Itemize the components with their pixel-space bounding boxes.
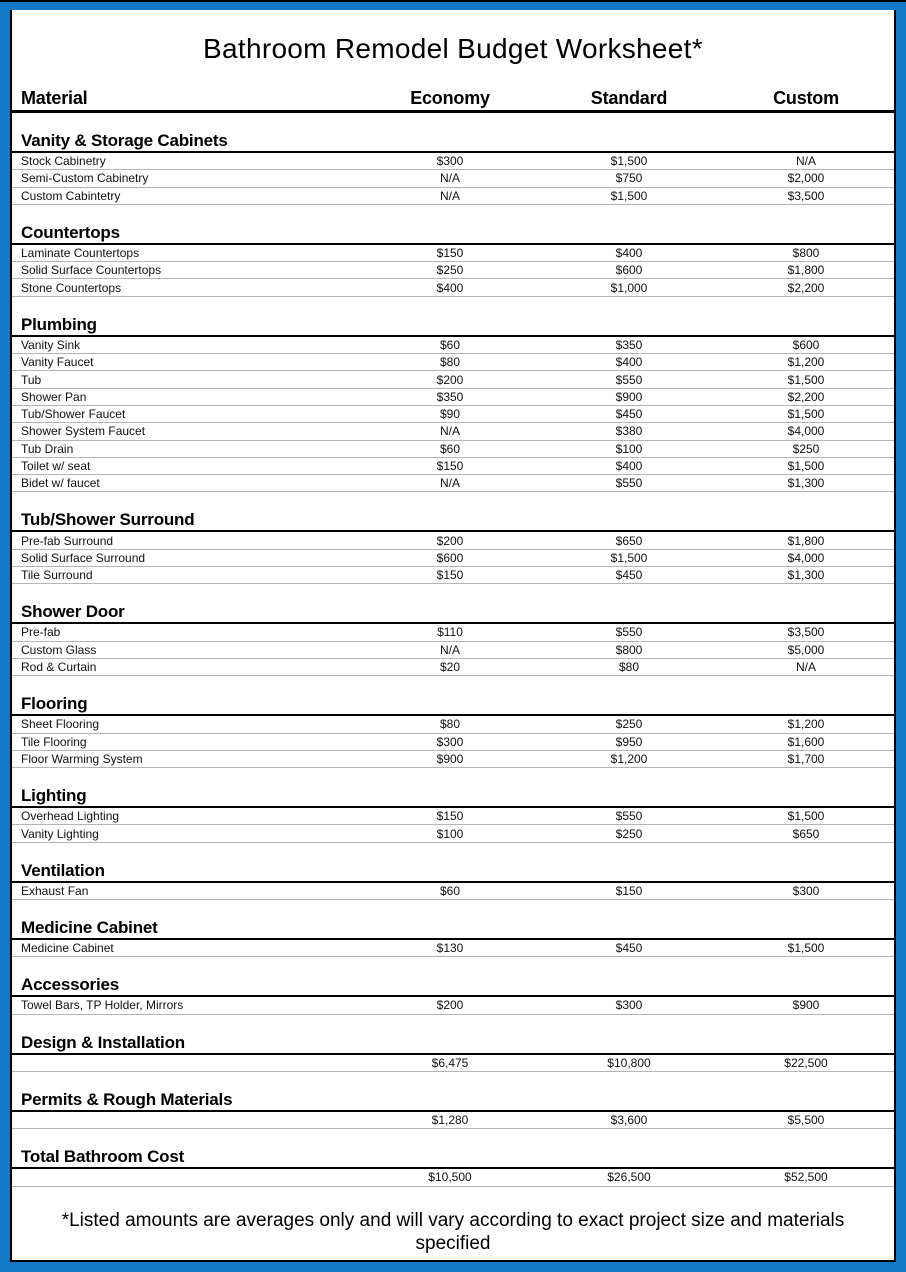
row-label: Stock Cabinetry: [21, 154, 106, 169]
row-label: Custom Glass: [21, 642, 97, 657]
section-accessories: [12, 975, 894, 1014]
table-row: [12, 940, 894, 957]
cell-standard: $550: [615, 809, 643, 824]
column-header-material: Material: [21, 88, 88, 108]
cell-standard: $750: [615, 171, 643, 186]
row-label: Tile Flooring: [21, 734, 87, 749]
table-row: [12, 567, 894, 584]
table-row: [12, 279, 894, 296]
row-label: Vanity Lighting: [21, 826, 99, 841]
row-label: Bidet w/ faucet: [21, 476, 100, 491]
cell-custom: $1,800: [787, 263, 825, 278]
cell-economy: $100: [436, 826, 464, 841]
cell-custom: $1,500: [787, 941, 825, 956]
cell-standard: $400: [615, 355, 643, 370]
cell-economy: $10,500: [428, 1170, 472, 1185]
cell-economy: $300: [436, 734, 464, 749]
table-row: [12, 262, 894, 279]
table-row: [12, 475, 894, 492]
cell-custom: $650: [792, 826, 820, 841]
cell-standard: $3,600: [610, 1113, 648, 1128]
row-label: Shower Pan: [21, 389, 87, 404]
cell-custom: $600: [792, 337, 820, 352]
section-countertops: [12, 223, 894, 297]
section-title: Shower Door: [12, 602, 894, 624]
table-row: [12, 245, 894, 262]
cell-economy: N/A: [439, 171, 460, 186]
table-row: [12, 441, 894, 458]
section-permits-rough-materials: [12, 1090, 894, 1129]
cell-custom: $1,500: [787, 459, 825, 473]
section-title: Design & Installation: [12, 1033, 894, 1055]
cell-economy: $80: [439, 717, 461, 732]
row-label: Medicine Cabinet: [21, 941, 114, 956]
cell-economy: $6,475: [431, 1055, 469, 1070]
cell-standard: $350: [615, 337, 643, 352]
row-label: Tub: [21, 372, 42, 387]
section-ventilation: [12, 861, 894, 900]
cell-custom: $5,000: [787, 642, 825, 657]
cell-custom: $2,200: [787, 280, 825, 295]
table-row: [12, 354, 894, 371]
cell-custom: $1,300: [787, 568, 825, 583]
row-label: Toilet w/ seat: [21, 459, 91, 473]
section-title: Medicine Cabinet: [12, 918, 894, 940]
table-row: [12, 659, 894, 676]
row-label: Solid Surface Countertops: [21, 263, 162, 278]
cell-custom: $1,500: [787, 809, 825, 824]
column-header-custom: Custom: [773, 88, 839, 108]
cell-economy: $110: [437, 625, 463, 640]
section-vanity-storage-cabinets: [12, 131, 894, 205]
section-title: Accessories: [12, 975, 894, 997]
cell-economy: $300: [436, 154, 464, 169]
cell-standard: $1,000: [610, 280, 648, 295]
cell-standard: $650: [615, 533, 643, 548]
cell-custom: $1,600: [787, 734, 825, 749]
cell-economy: $150: [436, 459, 464, 473]
section-title: Lighting: [12, 786, 894, 808]
cell-economy: $150: [436, 568, 464, 583]
section-title: Vanity & Storage Cabinets: [12, 131, 894, 153]
cell-standard: $1,500: [610, 188, 648, 203]
cell-custom: $800: [792, 246, 820, 261]
cell-standard: $300: [615, 998, 643, 1013]
table-header-row: [12, 88, 894, 113]
page-title: Bathroom Remodel Budget Worksheet*: [203, 33, 703, 64]
cell-custom: $52,500: [784, 1170, 828, 1185]
cell-economy: $130: [436, 941, 464, 956]
section-title: Permits & Rough Materials: [12, 1090, 894, 1112]
cell-custom: $1,500: [787, 407, 825, 422]
section-flooring: [12, 694, 894, 768]
section-title: Ventilation: [12, 861, 894, 883]
cell-custom: $1,300: [787, 476, 825, 491]
cell-custom: $5,500: [787, 1113, 825, 1128]
row-label: Overhead Lighting: [21, 809, 120, 824]
table-row: [12, 624, 894, 641]
table-row: [12, 532, 894, 549]
table-row: [12, 550, 894, 567]
cell-standard: $950: [615, 734, 643, 749]
row-label: Pre-fab: [21, 625, 61, 640]
footnote: *Listed amounts are averages only and will vary according to exact project size and materials specified: [61, 1209, 845, 1255]
cell-standard: $800: [615, 642, 643, 657]
cell-economy: $200: [436, 372, 464, 387]
cell-standard: $400: [615, 459, 643, 473]
cell-standard: $250: [615, 826, 643, 841]
cell-standard: $450: [615, 568, 643, 583]
cell-standard: $400: [615, 246, 643, 261]
cell-standard: $1,500: [610, 550, 648, 565]
cell-economy: N/A: [439, 476, 460, 491]
cell-custom: $2,000: [787, 171, 825, 186]
cell-standard: $550: [615, 625, 643, 640]
table-row: [12, 716, 894, 733]
table-row: [12, 423, 894, 440]
table-row: [12, 1169, 894, 1186]
cell-economy: $150: [436, 809, 464, 824]
table-row: [12, 808, 894, 825]
cell-custom: $22,500: [784, 1055, 828, 1070]
cell-custom: $1,700: [787, 751, 825, 766]
cell-economy: N/A: [439, 642, 460, 657]
row-label: Custom Cabintetry: [21, 188, 121, 203]
column-header-standard: Standard: [590, 88, 668, 108]
table-row: [12, 389, 894, 406]
cell-economy: $350: [436, 389, 464, 404]
cell-custom: $3,500: [787, 625, 825, 640]
cell-economy: $60: [439, 337, 461, 352]
section-plumbing: [12, 315, 894, 493]
cell-custom: $1,500: [787, 372, 825, 387]
table-row: [12, 734, 894, 751]
section-title: Plumbing: [12, 315, 894, 337]
table-row: [12, 642, 894, 659]
row-label: Sheet Flooring: [21, 717, 100, 732]
cell-standard: $100: [615, 441, 643, 456]
cell-economy: N/A: [439, 424, 460, 439]
cell-standard: $550: [615, 372, 643, 387]
cell-standard: $600: [615, 263, 643, 278]
section-design-installation: [12, 1033, 894, 1072]
cell-economy: $200: [436, 533, 464, 548]
cell-standard: $380: [615, 424, 643, 439]
row-label: Vanity Sink: [21, 337, 81, 352]
section-title: Tub/Shower Surround: [12, 510, 894, 532]
section-lighting: [12, 786, 894, 843]
cell-economy: $80: [439, 355, 461, 370]
section-title: Countertops: [12, 223, 894, 245]
row-label: Exhaust Fan: [21, 883, 89, 898]
section-title: Flooring: [12, 694, 894, 716]
row-label: Shower System Faucet: [21, 424, 146, 439]
section-tub-shower-surround: [12, 510, 894, 584]
row-label: Tub/Shower Faucet: [21, 407, 126, 422]
cell-economy: $60: [439, 441, 461, 456]
row-label: Tub Drain: [21, 441, 74, 456]
cell-economy: $90: [439, 407, 461, 422]
cell-custom: $2,200: [787, 389, 825, 404]
table-row: [12, 825, 894, 842]
cell-custom: N/A: [795, 660, 816, 675]
row-label: Rod & Curtain: [21, 660, 97, 675]
cell-standard: $450: [615, 941, 643, 956]
cell-standard: $1,200: [610, 751, 648, 766]
cell-custom: $900: [792, 998, 820, 1013]
row-label: Pre-fab Surround: [21, 533, 114, 548]
table-row: [12, 371, 894, 388]
row-label: Semi-Custom Cabinetry: [21, 171, 149, 186]
cell-standard: $80: [618, 660, 640, 675]
cell-economy: $250: [436, 263, 464, 278]
row-label: Floor Warming System: [21, 751, 143, 766]
table-row: [12, 153, 894, 170]
table-row: [12, 337, 894, 354]
cell-standard: $900: [615, 389, 643, 404]
table-row: [12, 170, 894, 187]
table-row: [12, 1055, 894, 1072]
cell-standard: $1,500: [610, 154, 648, 169]
cell-economy: $200: [436, 998, 464, 1013]
cell-standard: $10,800: [607, 1055, 651, 1070]
table-row: [12, 883, 894, 900]
cell-standard: $250: [615, 717, 643, 732]
section-total-bathroom-cost: [12, 1147, 894, 1186]
cell-custom: $4,000: [787, 550, 825, 565]
row-label: Towel Bars, TP Holder, Mirrors: [21, 998, 184, 1013]
sections-container: [12, 131, 894, 1187]
section-title: Total Bathroom Cost: [12, 1147, 894, 1169]
table-row: [12, 188, 894, 205]
table-row: [12, 751, 894, 768]
cell-custom: $1,200: [787, 355, 825, 370]
section-medicine-cabinet: [12, 918, 894, 957]
column-header-economy: Economy: [410, 88, 490, 108]
table-row: [12, 406, 894, 423]
cell-economy: $60: [439, 883, 461, 898]
cell-custom: $1,800: [787, 533, 825, 548]
table-row: [12, 1112, 894, 1129]
cell-custom: $300: [792, 883, 820, 898]
cell-custom: $250: [792, 441, 820, 456]
section-shower-door: [12, 602, 894, 676]
cell-standard: $150: [615, 883, 643, 898]
cell-economy: $1,280: [431, 1113, 469, 1128]
cell-standard: $26,500: [607, 1170, 651, 1185]
cell-standard: $450: [615, 407, 643, 422]
cell-economy: N/A: [439, 188, 460, 203]
cell-standard: $550: [615, 476, 643, 491]
cell-custom: N/A: [795, 154, 816, 169]
row-label: Solid Surface Surround: [21, 550, 146, 565]
table-row: [12, 997, 894, 1014]
row-label: Stone Countertops: [21, 280, 122, 295]
table-row: [12, 458, 894, 475]
row-label: Laminate Countertops: [21, 246, 140, 261]
cell-economy: $600: [436, 550, 464, 565]
cell-custom: $3,500: [787, 188, 825, 203]
row-label: Tile Surround: [21, 568, 93, 583]
cell-custom: $1,200: [787, 717, 825, 732]
row-label: Vanity Faucet: [21, 355, 94, 370]
cell-economy: $20: [439, 660, 461, 675]
worksheet-sheet: [10, 10, 896, 1262]
cell-economy: $400: [436, 280, 464, 295]
cell-custom: $4,000: [787, 424, 825, 439]
cell-economy: $150: [436, 246, 464, 261]
cell-economy: $900: [436, 751, 464, 766]
